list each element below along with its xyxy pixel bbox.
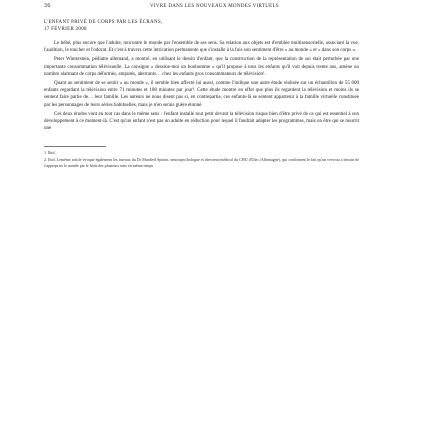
paragraph-1: Le bébé, plus encore que l'adulte, rencontre le monde par l'ensemble de ses sens. Sa relation aux objets est d'emblée multisensorielle, associant la vue, l'audition, le toucher et l'odorat. Et c'est à travers cette intrication permanente que s'installe à la fois son sentiment d'être « au monde » et « dans son corps ». xyxy=(44,41,359,54)
footnotes xyxy=(44,146,106,156)
paragraph-2: Peter Winterstein, pédiatre allemand, a montré, en utilisant le dessin d'enfant, que la construction de la représentation de soi était perturbée par une importante consommation télévisuelle. La consigne « dessine-moi un bonhomme » qu'il propose à tous les enfants qu'il voit depuis trente ans, amène un nombre alarmant de corps déformés, amputés, aberrants… chez les enfants gros consommateurs de télévision¹. xyxy=(44,57,359,77)
footnote-1: 1. Ibid. xyxy=(44,150,56,156)
paragraph-3: Quant au sentiment de se sentir « au monde », il semble bien affecté lui aussi, comme l'indique une autre étude réalisée sur un échantillon de 55 000 enfants regardant la télévision entre 71 minutes et 108 minutes par jour². Cette étude montre en effet que plus ils regardent la télévision et moins ils se sentent faire partie de… leur famille. Les auteurs ne nous disent pas si, en contrepartie, ces enfants-là se sentent appartenir à la famille virtuelle constituée par les personnages de leurs séries habituelles, mais je n'en serais guère étonné. xyxy=(44,81,359,108)
footnote-2: 2. Ibid. Lemême article évoque également les travaux du Dr Manfred Spitzer, neuropsychologue et directeur médical du CHU d'Ulm (Allemagne), qui confirment le fait qu'un cerveau a besoin de s'approprier le monde par le biais des plusieurs sens en même temps. xyxy=(44,157,359,168)
paragraph-4: Ces deux études vont en tout cas dans le même sens : l'enfant installé tout petit devant la télévision risque bien d'être privé de ce qui est essentiel à son développement à ce moment-là. C'est qu'un enfant n'est pas un adulte en réduction pour lequel il faudrait adapter les programmes, mais un être qui se nourrit une xyxy=(44,111,359,132)
page-header xyxy=(0,3,433,13)
article-kicker: L'ENFANT PRIVÉ DE CORPS PAR LES ÉCRANS, xyxy=(44,20,163,25)
article-date: 17 FÉVRIER 2008 xyxy=(44,27,87,32)
footnote-list xyxy=(44,157,359,168)
article-body xyxy=(44,20,359,169)
page-number: 36 xyxy=(44,3,51,9)
running-head: VIVRE DANS LES NOUVEAUX MONDES VIRTUELS xyxy=(150,4,279,9)
